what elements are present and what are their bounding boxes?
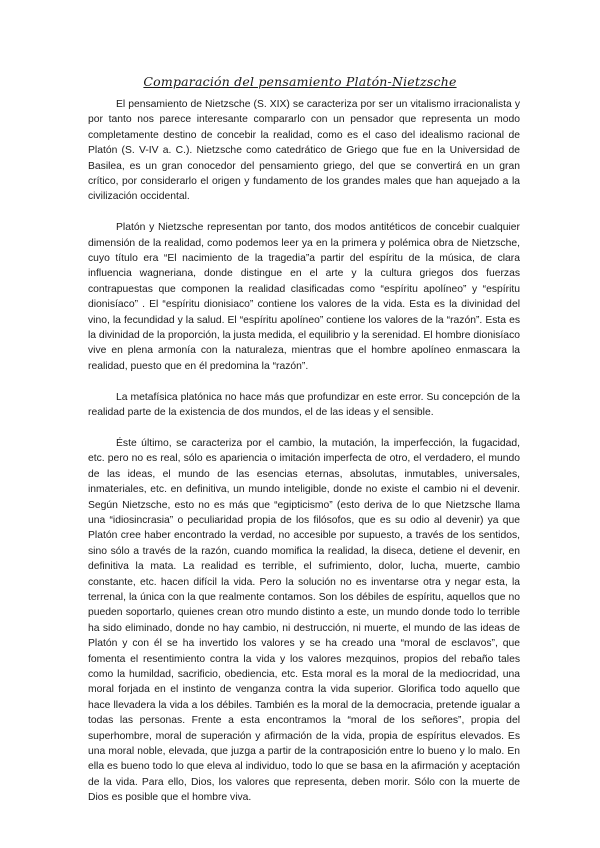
document-title: Comparación del pensamiento Platón-Nietzsche	[143, 74, 457, 89]
paragraph-apolineo-dionisiaco: Platón y Nietzsche representan por tanto, dos modos antitéticos de concebir cualquier dimensión de la realidad, como podemos leer ya en la primera y polémica obra de Nietzsche, cuyo título era “El nacimiento de la tragedia”a partir del espíritu de la música, de clara influencia wagneriana, donde distingue en el arte y la cultura griegos dos fuerzas contrapuestas que componen la realidad clasificadas como “espíritu apolíneo” y “espíritu dionisíaco” . El “espíritu dionisiaco” contiene los valores de la vida. Esta es la divinidad del vino, la fecundidad y la salud. El “espíritu apolíneo” contiene los valores de la “razón”. Esta es la divinidad de la proporción, la justa medida, el equilibrio y la serenidad. El hombre dionisíaco vive en plena armonía con la naturaleza, mientras que el hombre apolíneo enmascara la realidad, puesto que en él predomina la “razón”.	[88, 222, 520, 372]
paragraph-metafisica: La metafísica platónica no hace más que profundizar en este error. Su concepción de la realidad parte de la existencia de dos mundos, el de las ideas y el sensible.	[88, 391, 520, 419]
paragraph-intro: El pensamiento de Nietzsche (S. XIX) se caracteriza por ser un vitalismo irracionalista y por tanto nos parece interesante compararlo con un pensador que representa un modo completamente destino de concebir la realidad, como es el caso del idealismo racional de Platón (S. V-IV a. C.). Nietzsche como catedrático de Griego que fue en la Universidad de Basilea, es un gran conocedor del pensamiento griego, del que se convertirá en un gran crítico, por considerarlo el origen y fundamento de los grandes males que han aquejado a la civilización occidental.	[88, 99, 520, 203]
document-body	[88, 97, 520, 806]
paragraph-mundo-sensible: Éste último, se caracteriza por el cambio, la mutación, la imperfección, la fugacidad, etc. pero no es real, sólo es apariencia o imitación imperfecta de otro, el verdadero, el mundo de las ideas, el mundo de las esencias eternas, absolutas, inmutables, universales, inmateriales, etc. en definitiva, un mundo inteligible, donde no existe el cambio ni el devenir. Según Nietzsche, esto no es más que “egipticismo” (esto deriva de lo que Nietzsche llama una “idiosincrasia” o peculiaridad propia de los filósofos, que es su odio al devenir) ya que Platón cree haber encontrado la verdad, no accesible por supuesto, a través de los sentidos, sino sólo a través de la razón, cuando momifica la realidad, la diseca, detiene el devenir, en definitiva la mata. La realidad es terrible, el sufrimiento, dolor, lucha, muerte, cambio constante, etc. hacen difícil la vida. Pero la solución no es inventarse otra y negar esta, la terrenal, la única con la que realmente contamos. Son los débiles de espíritu, aquellos que no pueden soportarlo, quienes crean otro mundo distinto a este, un mundo donde todo lo terrible ha sido eliminado, donde no hay cambio, ni destrucción, ni muerte, el mundo de las ideas de Platón y con él se ha invertido los valores y se ha creado una “moral de esclavos”, que fomenta el resentimiento contra la vida y los valores mezquinos, propios del rebaño tales como la humildad, sacrificio, obediencia, etc. Esta moral es la moral de la mediocridad, una moral forjada en el instinto de venganza contra la vida superior. Glorifica todo aquello que hace llevadera la vida a los débiles. También es la moral de la democracia, pretende igualar a todas las personas. Frente a esta encontramos la “moral de los señores”, propia del superhombre, moral de superación y afirmación de la vida, propia de espíritus elevados. Es una moral noble, elevada, que juzga a partir de la contraposición entre lo bueno y lo malo. En ella es bueno todo lo que eleva al individuo, todo lo que se basa en la afirmación y aceptación de la vida. Para ello, Dios, los valores que representa, deben morir. Sólo con la muerte de Dios es posible que el hombre viva.	[88, 437, 520, 804]
